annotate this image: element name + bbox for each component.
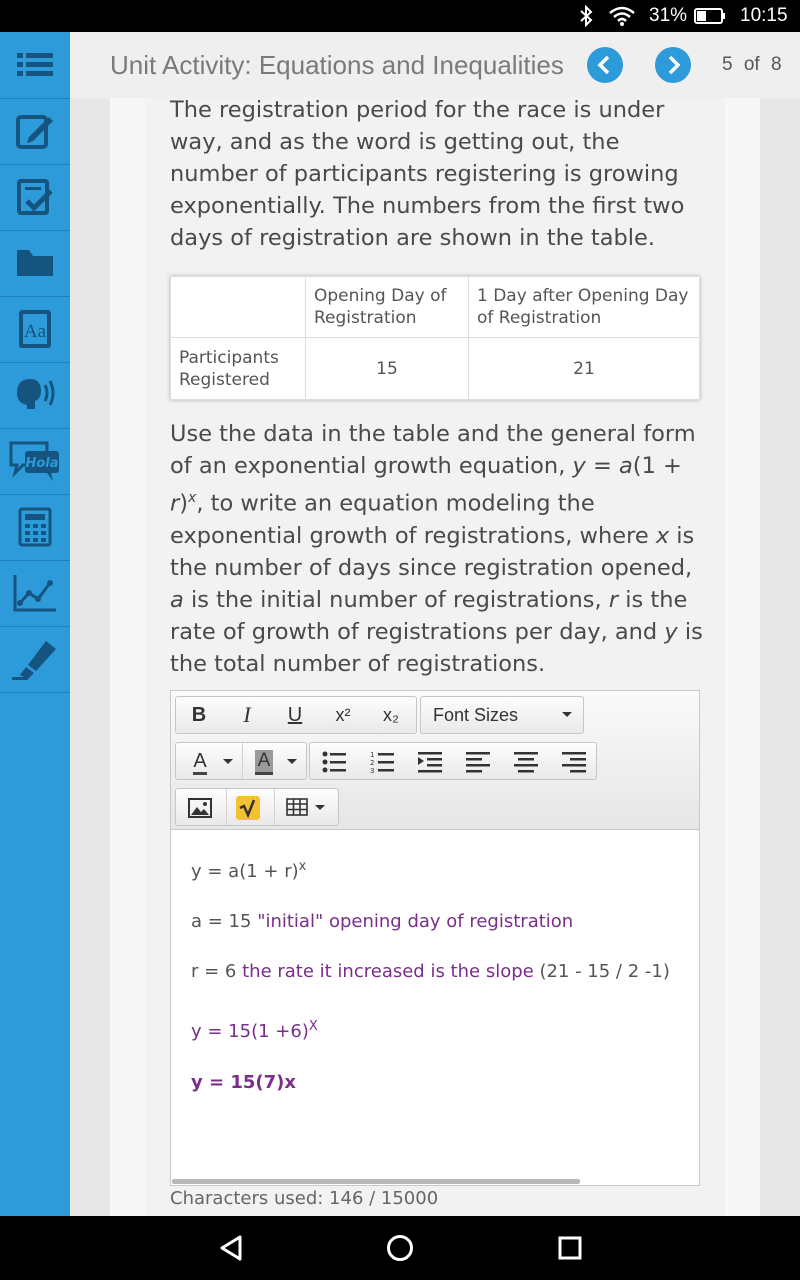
chevron-left-icon <box>587 47 623 83</box>
superscript-button[interactable]: x² <box>335 705 351 725</box>
answer-line-3: r = 6 the rate it increased is the slope (21 - 15 / 2 -1) <box>191 961 670 982</box>
clock: 10:15 <box>740 5 788 26</box>
svg-text:Aa: Aa <box>23 321 47 342</box>
chevron-right-icon <box>655 47 691 83</box>
svg-text:Hola: Hola <box>25 456 59 471</box>
answer-line-5: y = 15(7)x <box>191 1072 296 1093</box>
bluetooth-icon <box>578 5 594 27</box>
table-cell-day-after: 21 <box>469 338 700 400</box>
system-nav-bar <box>0 1216 800 1280</box>
page-indicator: 5 of 8 <box>722 54 782 75</box>
svg-text:2: 2 <box>370 759 375 767</box>
dictionary-icon <box>15 308 55 350</box>
highlight-dropdown-icon[interactable] <box>286 758 298 766</box>
svg-text:3: 3 <box>370 767 375 773</box>
home-icon[interactable] <box>384 1216 416 1280</box>
sidebar-item-calculator[interactable] <box>0 494 70 561</box>
answer-editor <box>170 690 700 1186</box>
battery-icon <box>694 8 726 24</box>
highlight-button[interactable]: A <box>248 743 280 779</box>
battery-percent: 31% <box>649 5 688 26</box>
sidebar-item-speech[interactable] <box>0 362 70 429</box>
indent-button[interactable] <box>418 751 442 773</box>
table-dropdown-icon[interactable] <box>314 804 326 812</box>
page-title: Unit Activity: Equations and Inequalities <box>110 50 564 80</box>
chevron-down-icon <box>561 711 573 719</box>
sidebar <box>0 32 70 1216</box>
previous-button[interactable] <box>587 47 623 83</box>
table-header-empty <box>171 277 306 338</box>
sidebar-item-notes[interactable] <box>0 98 70 165</box>
header-bar <box>70 32 800 98</box>
status-bar <box>0 0 800 32</box>
translate-icon <box>9 439 61 483</box>
edit-notes-icon <box>15 111 55 151</box>
back-icon[interactable] <box>216 1216 248 1280</box>
editor-scrollbar[interactable] <box>172 1179 580 1184</box>
format-group <box>175 696 417 734</box>
underline-button[interactable]: U <box>287 704 303 726</box>
answer-line-4: $y = 15(1 +6)^X$ <box>191 1019 318 1042</box>
sidebar-item-checklist[interactable] <box>0 164 70 231</box>
paragraph-group <box>309 742 597 780</box>
align-right-button[interactable] <box>562 751 586 773</box>
answer-line-1: $y = a(1 + r)^x$ <box>191 859 307 882</box>
table-header-opening-day: Opening Day of Registration <box>306 277 469 338</box>
intro-text: The registration period for the race is under way, and as the word is getting out, the number of participants registering is growing exponentially. The numbers from the first two days of registration are shown in the table. <box>170 97 685 251</box>
editor-toolbar <box>171 691 699 830</box>
sidebar-item-folder[interactable] <box>0 230 70 297</box>
table-cell-opening-day: 15 <box>306 338 469 400</box>
menu-icon <box>17 51 53 79</box>
calculator-icon <box>18 507 52 547</box>
text-to-speech-icon <box>13 375 57 415</box>
subscript-button[interactable]: x₂ <box>383 705 399 725</box>
sidebar-item-graph[interactable] <box>0 560 70 627</box>
sidebar-item-dictionary[interactable] <box>0 296 70 363</box>
question-prompt: Use the data in the table and the general form of an exponential growth equation, $y = a(1 + r)^x$, to write an equation modeling the exponential growth of registrations, where x is the number of days since registration opened, a is the initial number of registrations, r is the rate of growth of registrations per day, and y is the total number of registrations. <box>170 421 703 677</box>
color-group <box>175 742 307 780</box>
font-sizes-label: Font Sizes <box>433 705 519 725</box>
font-sizes-select[interactable] <box>420 696 584 734</box>
insert-table-button[interactable] <box>286 798 308 816</box>
character-count: Characters used: 146 / 15000 <box>170 1188 439 1209</box>
font-color-button[interactable]: A <box>182 743 218 779</box>
svg-text:1: 1 <box>370 751 375 759</box>
next-button[interactable] <box>655 47 691 83</box>
insert-group <box>175 788 339 826</box>
sidebar-item-translate[interactable] <box>0 428 70 495</box>
recents-icon[interactable] <box>554 1216 586 1280</box>
checklist-icon <box>15 177 55 217</box>
insert-equation-button[interactable] <box>236 796 260 820</box>
italic-button[interactable]: I <box>243 702 251 727</box>
registration-table <box>170 276 700 400</box>
align-center-button[interactable] <box>514 751 538 773</box>
sidebar-item-menu[interactable] <box>0 32 70 99</box>
insert-image-button[interactable] <box>188 798 212 818</box>
graph-icon <box>12 573 58 613</box>
sidebar-item-highlighter[interactable] <box>0 626 70 693</box>
folder-icon <box>15 246 55 280</box>
font-color-dropdown-icon[interactable] <box>222 758 234 766</box>
wifi-icon <box>608 6 636 26</box>
table-header-day-after: 1 Day after Opening Day of Registration <box>469 277 700 338</box>
bold-button[interactable]: B <box>191 704 207 726</box>
highlighter-icon <box>12 637 58 681</box>
bullet-list-button[interactable] <box>322 751 346 773</box>
answer-line-2: a = 15 "initial" opening day of registration <box>191 911 574 932</box>
align-left-button[interactable] <box>466 751 490 773</box>
numbered-list-button[interactable] <box>370 751 394 773</box>
table-row-label: Participants Registered <box>171 338 306 400</box>
